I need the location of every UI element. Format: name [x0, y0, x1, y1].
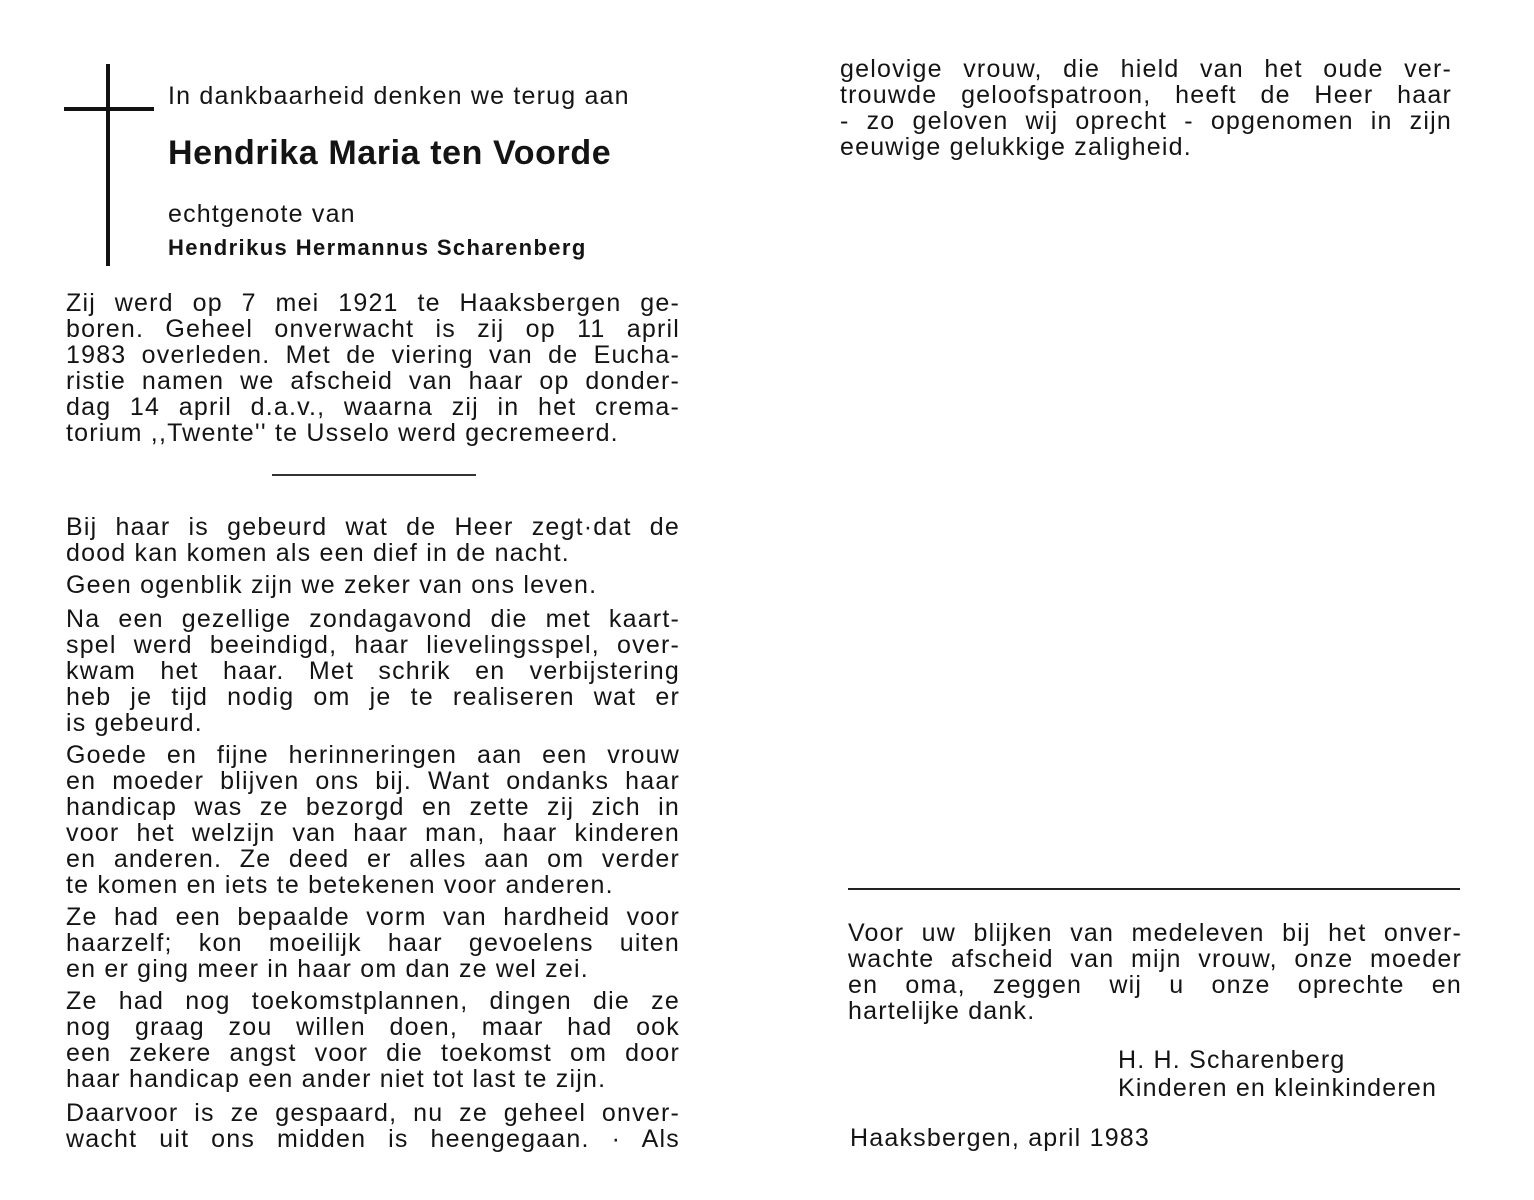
intro-line: In dankbaarheid denken we terug aan — [168, 82, 630, 110]
text-line: gelovige vrouw, die hield van het oude ver- — [840, 55, 1452, 83]
text-line: nog graag zou willen doen, maar had ook — [66, 1013, 680, 1041]
text-line: spel werd beeindigd, haar lievelingsspel, over- — [66, 631, 680, 659]
biography-paragraph — [66, 290, 680, 446]
text-line: 1983 overleden. Met de viering van de Eucha- — [66, 341, 680, 369]
spouse-prefix: echtgenote van — [168, 200, 356, 228]
thanks-paragraph — [848, 920, 1462, 1024]
signature-family: Kinderen en kleinkinderen — [1118, 1074, 1438, 1102]
reflection-paragraph — [66, 904, 680, 982]
deceased-name: Hendrika Maria ten Voorde — [168, 134, 612, 172]
signature-name: H. H. Scharenberg — [1118, 1046, 1346, 1074]
text-line: en moeder blijven ons bij. Want ondanks haar — [66, 767, 680, 795]
text-line: Zij werd op 7 mei 1921 te Haaksbergen ge- — [66, 289, 680, 317]
text-line: ristie namen we afscheid van haar op donder- — [66, 367, 680, 395]
reflection-paragraph — [66, 514, 680, 566]
divider — [848, 888, 1460, 890]
place-date: Haaksbergen, april 1983 — [850, 1124, 1150, 1152]
reflection-paragraph — [66, 742, 680, 898]
text-line: eeuwige gelukkige zaligheid. — [840, 133, 1192, 161]
spouse-name: Hendrikus Hermannus Scharenberg — [168, 235, 587, 260]
cross-icon — [106, 64, 110, 266]
text-line: Na een gezellige zondagavond die met kaart- — [66, 605, 680, 633]
text-line: kwam het haar. Met schrik en verbijstering — [66, 657, 680, 685]
text-line: is gebeurd. — [66, 709, 203, 737]
text-line: - zo geloven wij oprecht - opgenomen in zijn — [840, 107, 1452, 135]
text-line: voor het welzijn van haar man, haar kinderen — [66, 819, 680, 847]
text-line: te komen en iets te betekenen voor anderen. — [66, 871, 614, 899]
text-line: haar handicap een ander niet tot last te zijn. — [66, 1065, 607, 1093]
text-line: torium ,,Twente'' te Usselo werd gecremeerd. — [66, 419, 619, 447]
reflection-paragraph — [66, 606, 680, 736]
text-line: dag 14 april d.a.v., waarna zij in het crema- — [66, 393, 680, 421]
text-line: trouwde geloofspatroon, heeft de Heer haar — [840, 81, 1452, 109]
text-line: handicap was ze bezorgd en zette zij zich in — [66, 793, 680, 821]
text-line: Daarvoor is ze gespaard, nu ze geheel onver- — [66, 1099, 680, 1127]
reflection-paragraph — [66, 1100, 680, 1152]
text-line: Voor uw blijken van medeleven bij het onver- — [848, 919, 1462, 947]
text-line: boren. Geheel onverwacht is zij op 11 april — [66, 315, 680, 343]
reflection-paragraph — [66, 988, 680, 1092]
text-line: en er ging meer in haar om dan ze wel zei. — [66, 955, 589, 983]
text-line: Goede en fijne herinneringen aan een vrouw — [66, 741, 680, 769]
text-line: een zekere angst voor die toekomst om door — [66, 1039, 680, 1067]
text-line: wachte afscheid van mijn vrouw, onze moeder — [848, 945, 1462, 973]
text-line: heb je tijd nodig om je te realiseren wat er — [66, 683, 680, 711]
cross-icon-bar — [64, 107, 154, 111]
text-line: wacht uit ons midden is heengegaan. · Als — [66, 1125, 680, 1153]
text-line: Ze had een bepaalde vorm van hardheid voor — [66, 903, 680, 931]
text-line: dood kan komen als een dief in de nacht. — [66, 539, 570, 567]
continuation-paragraph — [840, 56, 1452, 160]
divider — [272, 474, 476, 476]
text-line: Geen ogenblik zijn we zeker van ons leven. — [66, 571, 598, 599]
text-line: en oma, zeggen wij u onze oprechte en — [848, 971, 1462, 999]
text-line: haarzelf; kon moeilijk haar gevoelens uiten — [66, 929, 680, 957]
text-line: en anderen. Ze deed er alles aan om verder — [66, 845, 680, 873]
reflection-paragraph — [66, 572, 680, 598]
text-line: Bij haar is gebeurd wat de Heer zegt·dat de — [66, 513, 680, 541]
signature-block — [1118, 1046, 1437, 1102]
text-line: hartelijke dank. — [848, 997, 1036, 1025]
text-line: Ze had nog toekomstplannen, dingen die ze — [66, 987, 680, 1015]
